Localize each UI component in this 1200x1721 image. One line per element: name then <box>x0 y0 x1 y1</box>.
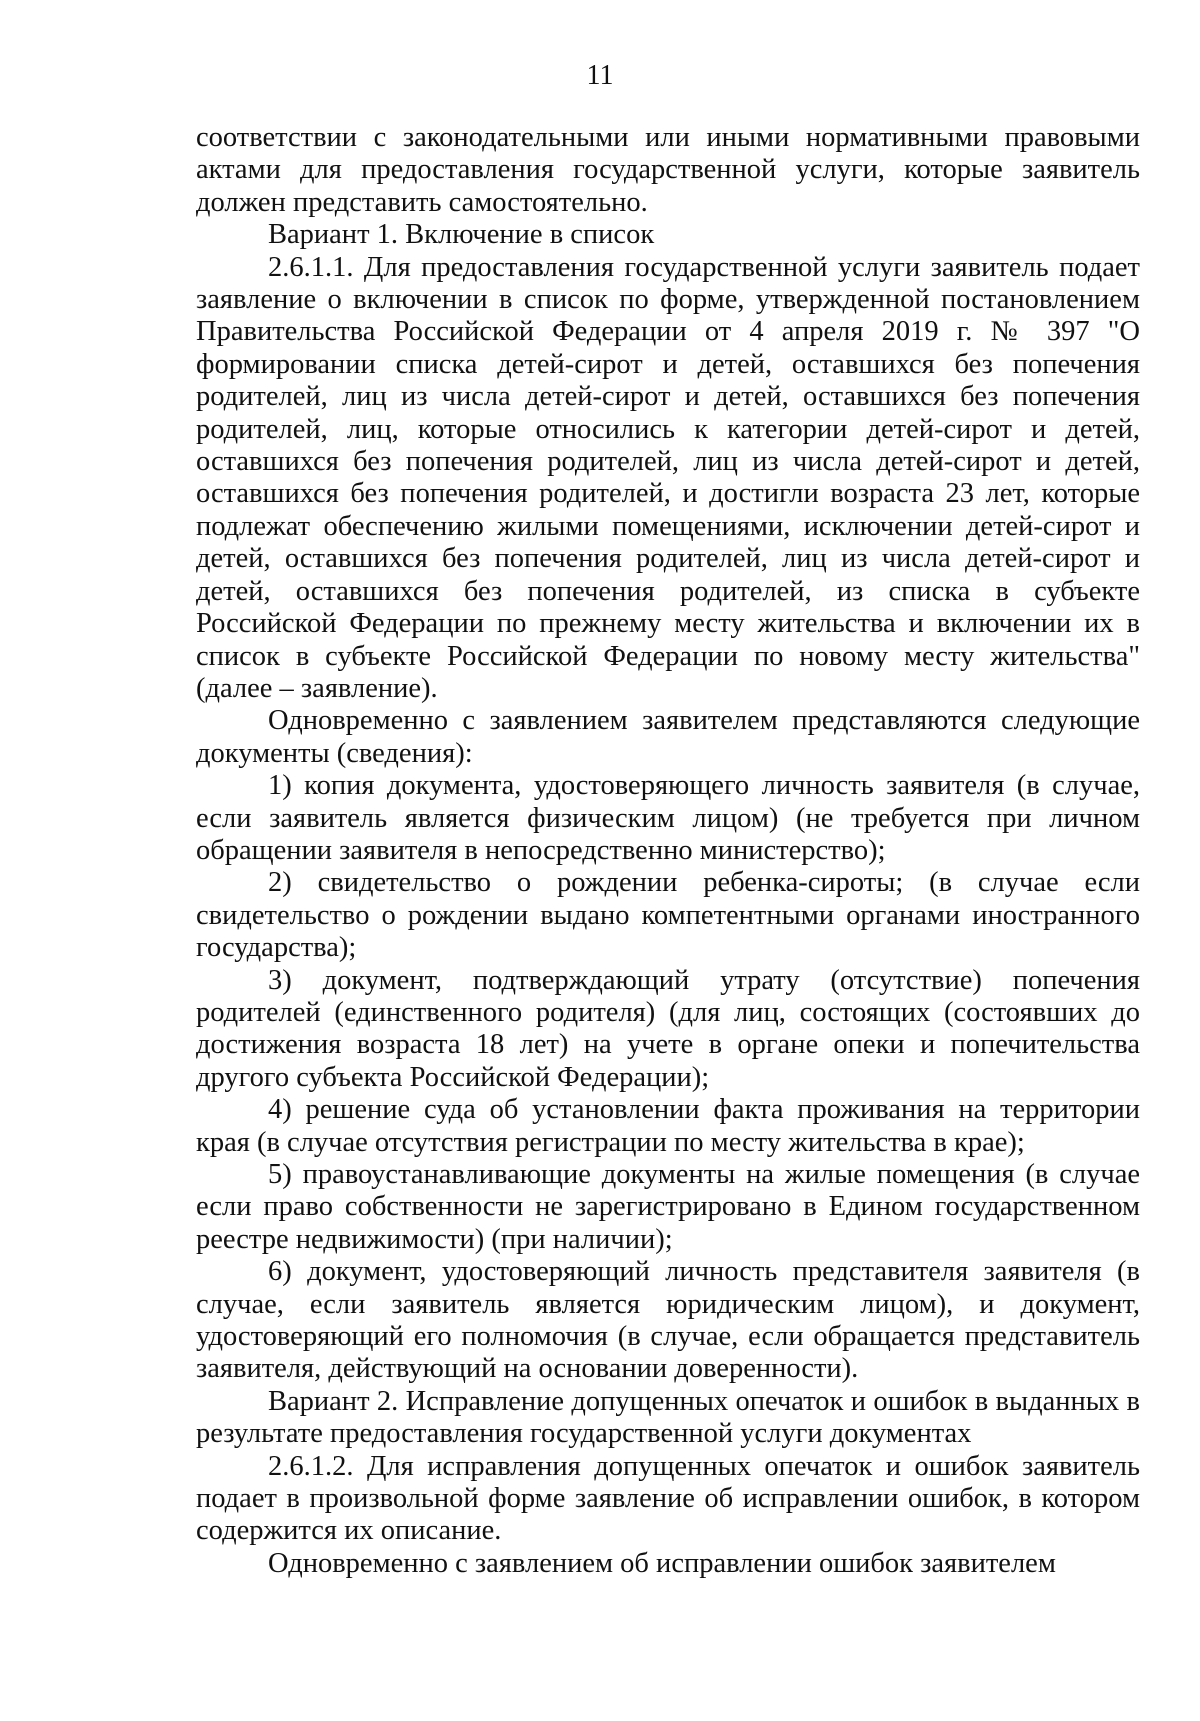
heading-variant-1: Вариант 1. Включение в список <box>268 219 655 251</box>
page-number: 11 <box>586 60 614 91</box>
list-item-6: 6) документ, удостоверяющий личность представителя заявителя (в случае, если заявитель является юридическим лицом), и документ, удостоверяющий его полномочия (в случае, если обращается представитель заявителя, действующий на основании доверенности). <box>196 1256 1140 1385</box>
paragraph-continuation: соответствии с законодательными или иными нормативными правовыми актами для предоставления государственной услуги, которые заявитель должен представить самостоятельно. <box>196 122 1140 218</box>
list-item-2: 2) свидетельство о рождении ребенка-сироты; (в случае если свидетельство о рождении выдано компетентными органами иностранного государства); <box>196 867 1140 964</box>
list-item-5: 5) правоустанавливающие документы на жилые помещения (в случае если право собственности не зарегистрировано в Едином государственном реестре недвижимости) (при наличии); <box>196 1159 1140 1255</box>
list-item-1: 1) копия документа, удостоверяющего личность заявителя (в случае, если заявитель является физическим лицом) (не требуется при личном обращении заявителя в непосредственно министерство); <box>196 770 1140 866</box>
list-item-3: 3) документ, подтверждающий утрату (отсутствие) попечения родителей (единственного родителя) (для лиц, состоящих (состоявших до достижения возраста 18 лет) на учете в органе опеки и попечительства другого субъекта Российской Федерации); <box>196 964 1140 1093</box>
paragraph-2-6-1-2: 2.6.1.2. Для исправления допущенных опечаток и ошибок заявитель подает в произвольной форме заявление об исправлении ошибок, в котором содержится их описание. <box>196 1450 1140 1547</box>
paragraph-documents-intro: Одновременно с заявлением заявителем представляются следующие документы (сведения): <box>196 705 1140 769</box>
heading-variant-2: Вариант 2. Исправление допущенных опечаток и ошибок в выданных в результате предоставления государственной услуги документах <box>196 1385 1140 1450</box>
paragraph-last-line: Одновременно с заявлением об исправлении ошибок заявителем <box>268 1547 1056 1579</box>
document-body <box>196 122 1140 1580</box>
list-item-4: 4) решение суда об установлении факта проживания на территории края (в случае отсутствия регистрации по месту жительства в крае); <box>196 1094 1140 1158</box>
paragraph-2-6-1-1: 2.6.1.1. Для предоставления государственной услуги заявитель подает заявление о включении в список по форме, утвержденной постановлением Правительства Российской Федерации от 4 апреля 2019 г. № 397 "О формировании списка детей-сирот и детей, оставшихся без попечения родителей, лиц из числа детей-сирот и детей, оставшихся без попечения родителей, лиц, которые относились к категории детей-сирот и детей, оставшихся без попечения родителей, лиц из числа детей-сирот и детей, оставшихся без попечения родителей, и достигли возраста 23 лет, которые подлежат обеспечению жилыми помещениями, исключении детей-сирот и детей, оставшихся без попечения родителей, лиц из числа детей-сирот и детей, оставшихся без попечения родителей, из списка в субъекте Российской Федерации по прежнему месту жительства и включении их в список в субъекте Российской Федерации по новому месту жительства" (далее – заявление). <box>196 251 1140 704</box>
